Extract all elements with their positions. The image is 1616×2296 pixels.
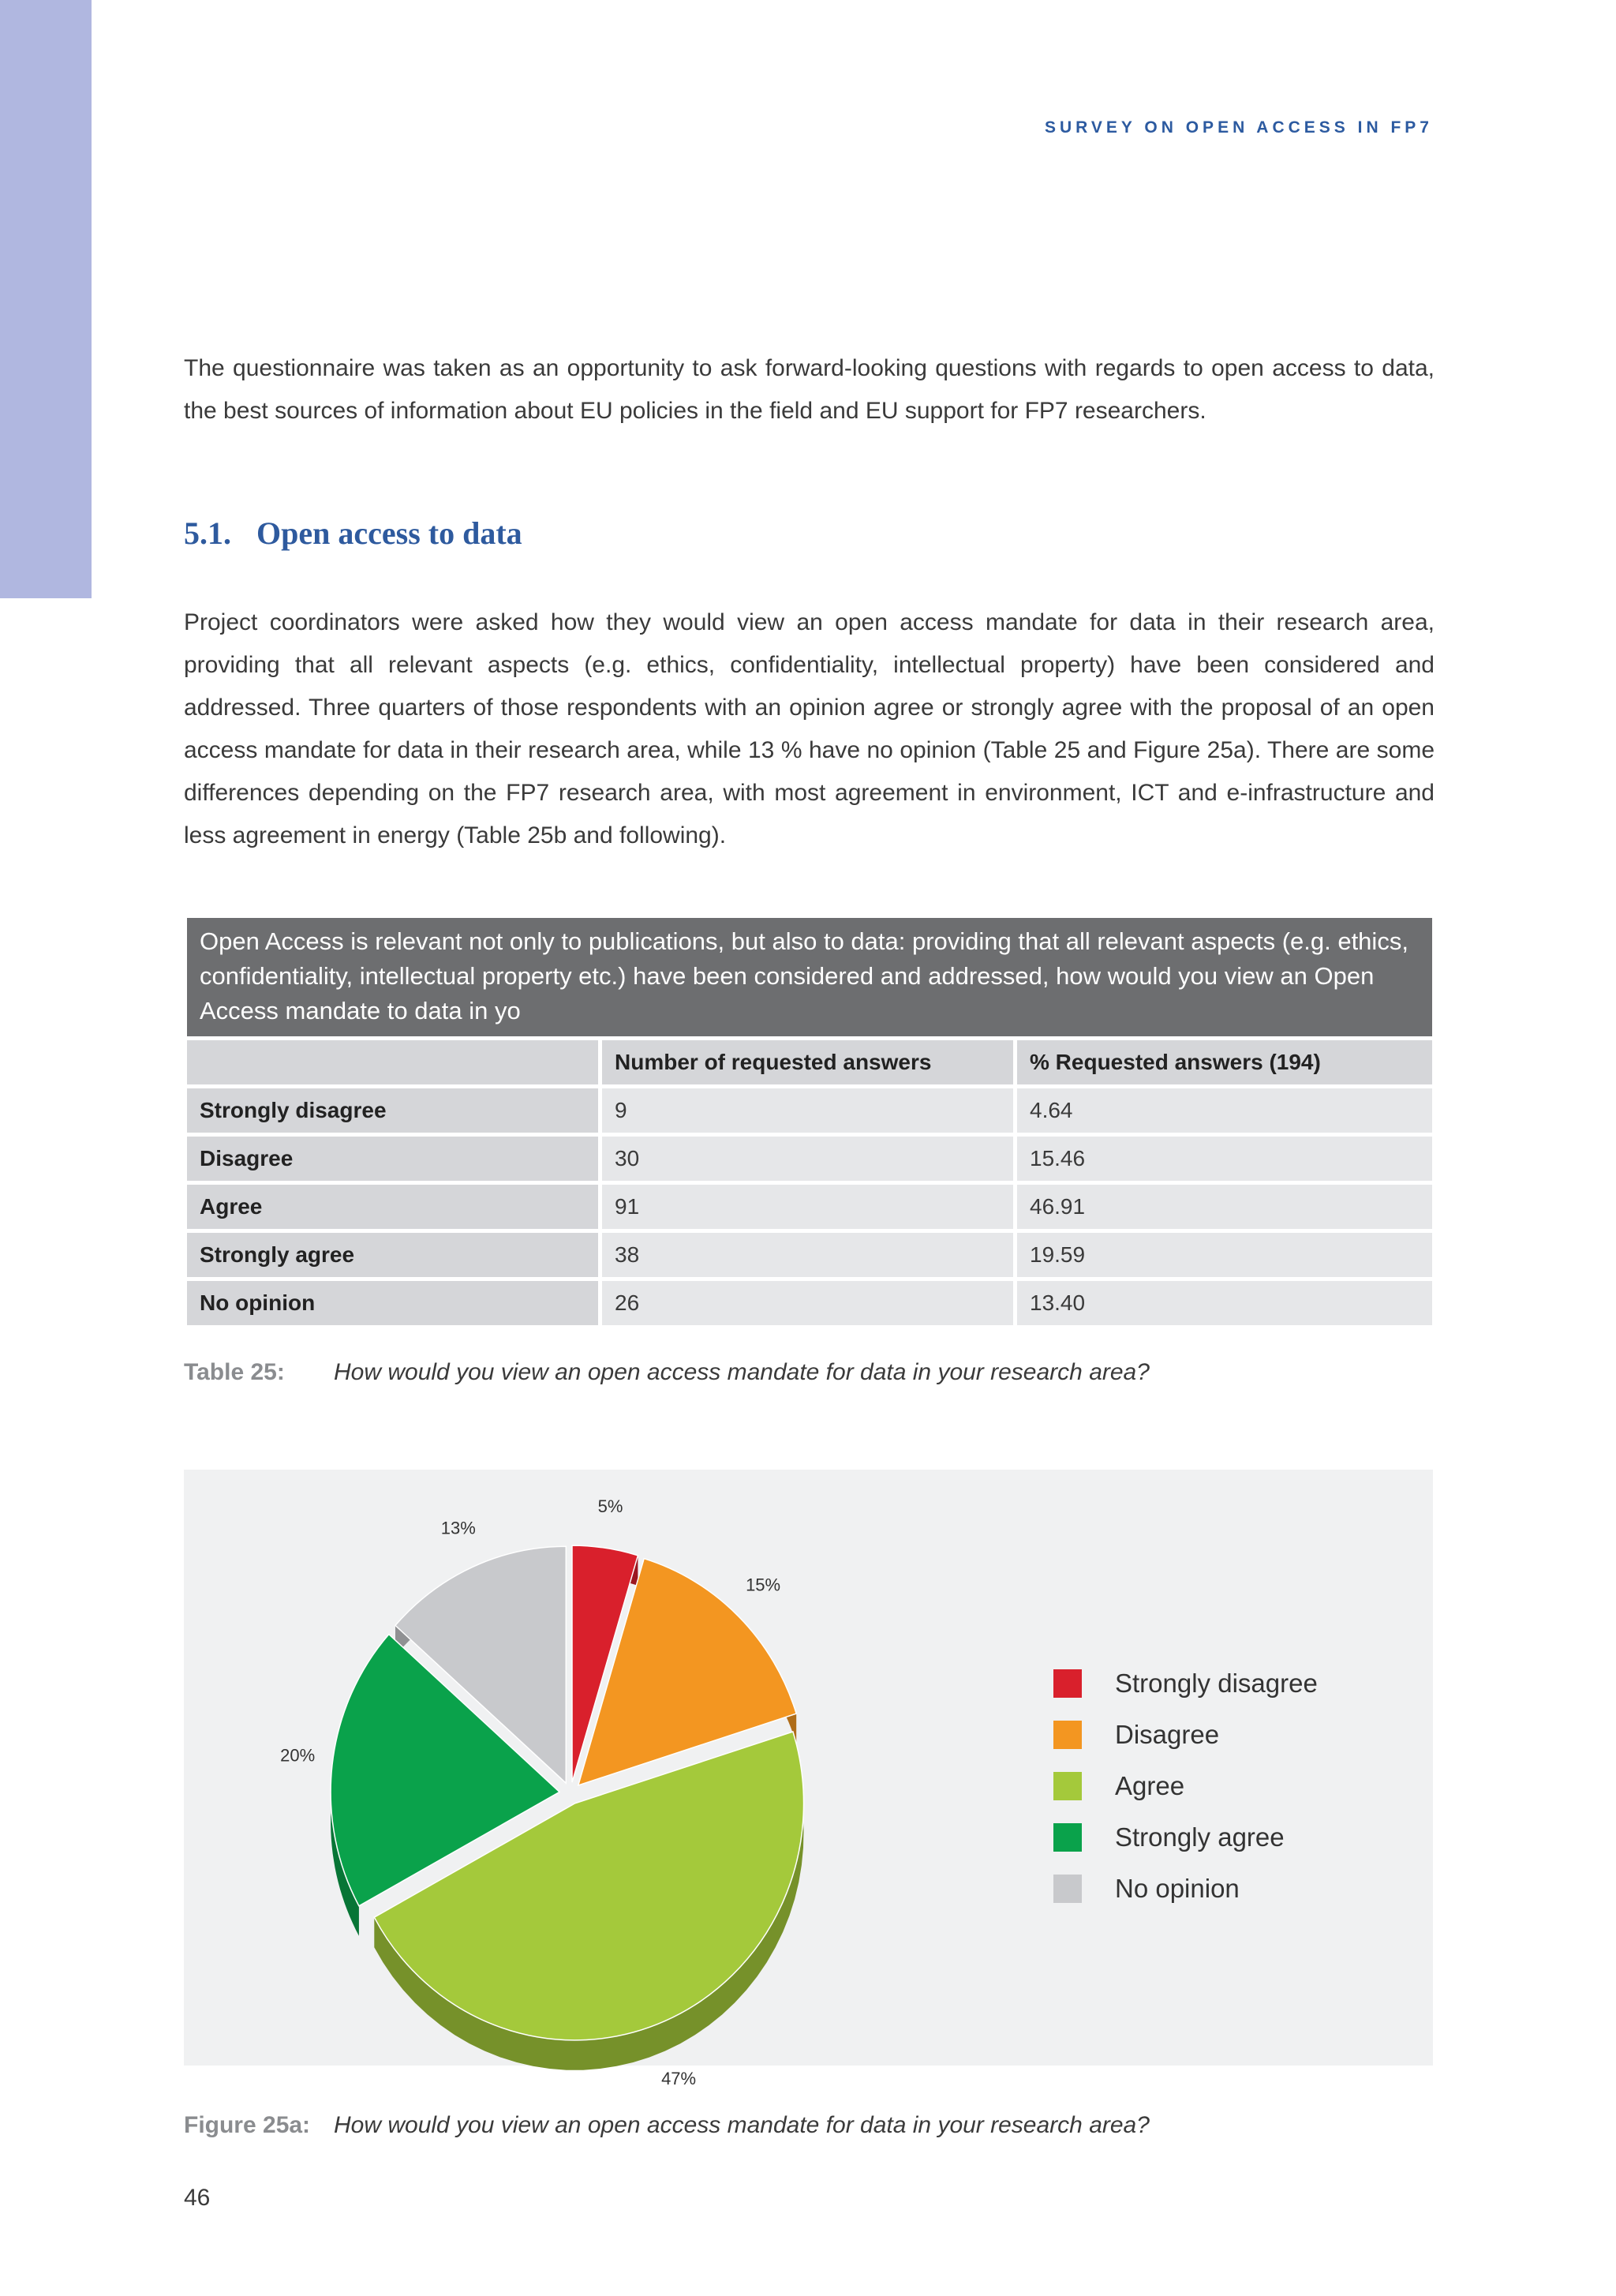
pie-slice-label: 47%	[661, 2068, 697, 2088]
row-count: 9	[602, 1088, 1013, 1133]
figure-caption-text: How would you view an open access mandate for data in your research area?	[334, 2112, 1150, 2138]
row-percent: 15.46	[1017, 1137, 1432, 1181]
figure-caption	[184, 2112, 1150, 2139]
row-count: 30	[602, 1137, 1013, 1181]
table-row	[187, 1233, 1432, 1277]
side-color-band	[0, 0, 92, 598]
legend-label: Strongly agree	[1115, 1822, 1285, 1852]
row-label: Disagree	[187, 1137, 598, 1181]
row-count: 91	[602, 1185, 1013, 1229]
row-percent: 46.91	[1017, 1185, 1432, 1229]
intro-paragraph: The questionnaire was taken as an opportunity to ask forward-looking questions with regards to open access to data, the best sources of information about EU policies in the field and EU support for FP7 researchers.	[184, 355, 1435, 424]
pie-slice-label: 13%	[440, 1518, 476, 1538]
legend-label: Strongly disagree	[1115, 1668, 1318, 1698]
data-table	[187, 1040, 1432, 1329]
legend-label: Agree	[1115, 1770, 1185, 1800]
legend-item	[1053, 1709, 1318, 1760]
table-question-header: Open Access is relevant not only to publications, but also to data: providing that all relevant aspects (e.g. ethics, confidentiality, intellectual property etc.) have been considered and addressed, how would you view an Open Access mandate to data in yo	[187, 918, 1432, 1036]
body-paragraph: Project coordinators were asked how they would view an open access mandate for data in their research area, providing that all relevant aspects (e.g. ethics, confidentiality, intellectual property) have been considered and addressed. Three quarters of those respondents with an opinion agree or strongly agree with the proposal of an open access mandate for data in their research area, while 13 % have no opinion (Table 25 and Figure 25a). There are some differences depending on the FP7 research area, with most agreement in environment, ICT and e-infrastructure and less agreement in energy (Table 25b and following).	[184, 609, 1435, 848]
row-label: Agree	[187, 1185, 598, 1229]
section-title: Open access to data	[256, 515, 522, 551]
table-caption-text: How would you view an open access mandate for data in your research area?	[334, 1359, 1150, 1385]
row-percent: 13.40	[1017, 1281, 1432, 1325]
page-number: 46	[184, 2185, 211, 2211]
pie-slice-label: 5%	[597, 1496, 623, 1516]
legend-swatch	[1053, 1823, 1082, 1852]
chart-legend	[1053, 1657, 1318, 1914]
section-heading	[184, 515, 522, 552]
table-header-row	[187, 1040, 1432, 1084]
figure-caption-label: Figure 25a:	[184, 2112, 311, 2138]
legend-swatch	[1053, 1721, 1082, 1749]
legend-swatch	[1053, 1669, 1082, 1698]
table-caption-label: Table 25:	[184, 1359, 285, 1385]
legend-swatch	[1053, 1772, 1082, 1800]
legend-swatch	[1053, 1875, 1082, 1903]
legend-item	[1053, 1657, 1318, 1709]
legend-label: No opinion	[1115, 1873, 1240, 1903]
table-header-cell: % Requested answers (194)	[1017, 1040, 1432, 1084]
table-row	[187, 1088, 1432, 1133]
section-number: 5.1.	[184, 515, 231, 551]
row-label: Strongly disagree	[187, 1088, 598, 1133]
legend-label: Disagree	[1115, 1719, 1220, 1749]
table-row	[187, 1281, 1432, 1325]
legend-item	[1053, 1863, 1318, 1914]
table-header-cell: Number of requested answers	[602, 1040, 1013, 1084]
row-count: 26	[602, 1281, 1013, 1325]
pie-slice-label: 20%	[280, 1745, 316, 1766]
row-label: No opinion	[187, 1281, 598, 1325]
legend-item	[1053, 1811, 1318, 1863]
table-caption	[184, 1359, 1150, 1386]
row-percent: 19.59	[1017, 1233, 1432, 1277]
table-header-cell	[187, 1040, 598, 1084]
pie-slice-label: 15%	[746, 1575, 781, 1595]
row-count: 38	[602, 1233, 1013, 1277]
table-row	[187, 1185, 1432, 1229]
table-row	[187, 1137, 1432, 1181]
row-label: Strongly agree	[187, 1233, 598, 1277]
row-percent: 4.64	[1017, 1088, 1432, 1133]
running-head: SURVEY ON OPEN ACCESS IN FP7	[1044, 118, 1433, 137]
legend-item	[1053, 1760, 1318, 1811]
